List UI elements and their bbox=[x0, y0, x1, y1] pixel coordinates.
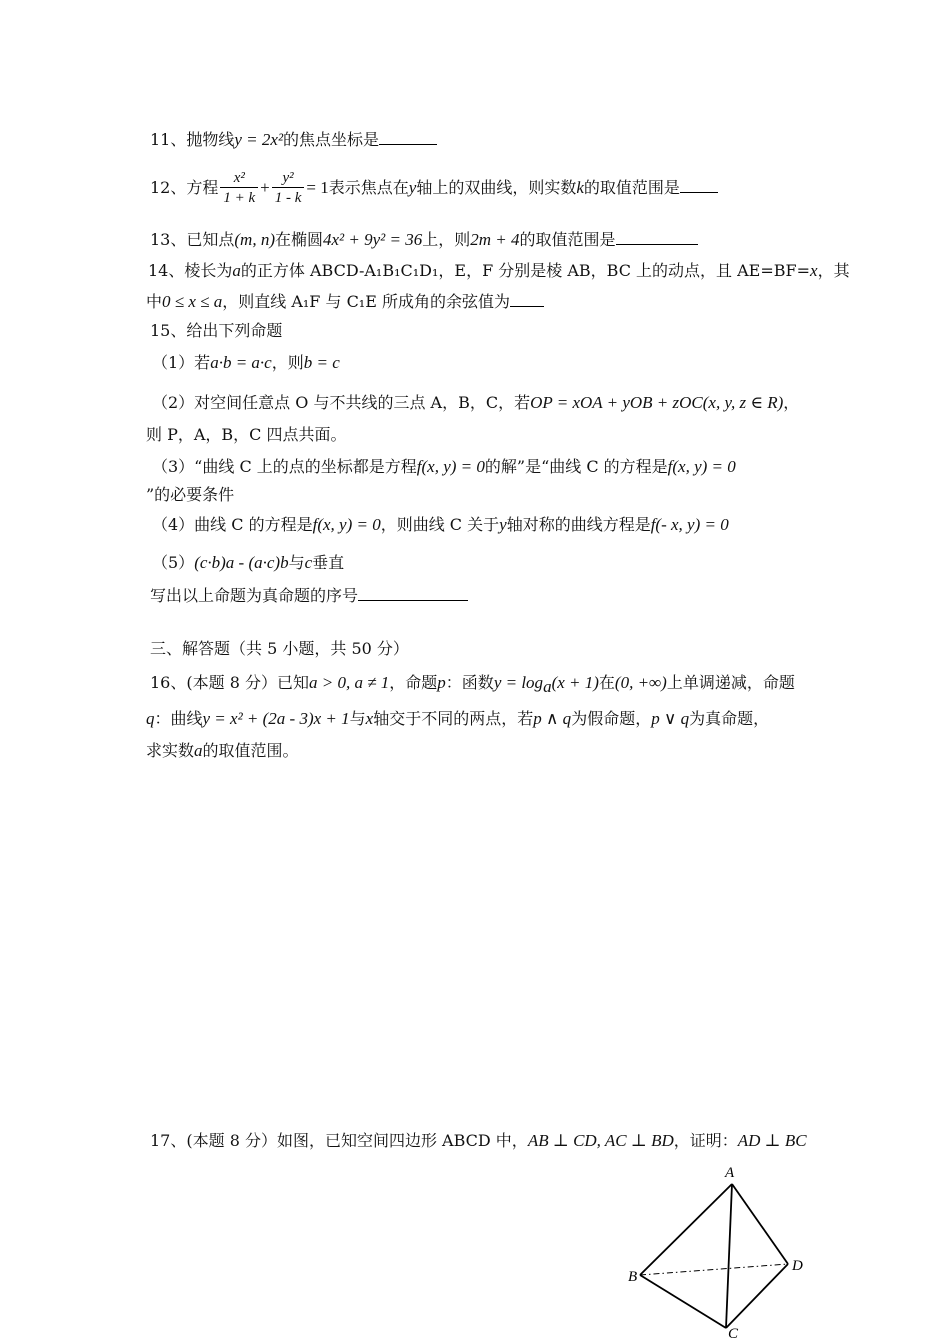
q12-fraction-1: $\frac{\text{x²}}{1 + k}$ bbox=[220, 169, 258, 208]
question-15-title: 15、给出下列命题 bbox=[150, 321, 283, 340]
edge-AD bbox=[732, 1184, 788, 1264]
edge-CD bbox=[726, 1264, 788, 1328]
question-11 bbox=[150, 128, 437, 151]
question-16-line-3: 求实数a的取值范围。 bbox=[146, 741, 299, 760]
vertex-label-A: A bbox=[725, 1165, 735, 1181]
edge-AB bbox=[640, 1184, 732, 1275]
q15-proposition-5: （5）(c·b)a - (a·c)b与c垂直 bbox=[152, 553, 345, 572]
vertex-label-B: B bbox=[628, 1269, 638, 1285]
q15-proposition-2: （2）对空间任意点 O 与不共线的三点 A，B，C，若OP = xOA + yOB + zOC(x, y, z ∈ R)， bbox=[152, 393, 800, 412]
tetrahedron-diagram bbox=[622, 1158, 822, 1340]
question-17: 17、(本题 8 分）如图，已知空间四边形 ABCD 中，AB ⊥ CD, AC ⊥ BD，证明：AD ⊥ BC bbox=[150, 1131, 807, 1150]
q15-proposition-3-line-2: ”的必要条件 bbox=[146, 485, 235, 504]
q15-proposition-4: （4）曲线 C 的方程是f(x, y) = 0，则曲线 C 关于y轴对称的曲线方程是f(- x, y) = 0 bbox=[152, 515, 729, 534]
vertex-label-D: D bbox=[792, 1258, 803, 1274]
q11-label: 11、抛物线 bbox=[150, 130, 235, 149]
q13-answer-blank[interactable] bbox=[616, 228, 698, 245]
q11-text: 的焦点坐标是 bbox=[283, 130, 380, 149]
q12-fraction-2: $\frac{\text{y²}}{1 - k}$ bbox=[272, 169, 305, 208]
q12-answer-blank[interactable] bbox=[680, 176, 718, 193]
q14-answer-blank[interactable] bbox=[510, 290, 544, 307]
q15-answer-blank[interactable] bbox=[358, 584, 468, 601]
q15-proposition-3: （3）“曲线 C 上的点的坐标都是方程f(x, y) = 0的解”是“曲线 C 的方程是f(x, y) = 0 bbox=[152, 457, 736, 476]
q11-answer-blank[interactable] bbox=[379, 128, 437, 145]
q11-formula: y = 2x² bbox=[234, 130, 284, 149]
question-14-line-2: 中0 ≤ x ≤ a，则直线 A₁F 与 C₁E 所成角的余弦值为 bbox=[146, 290, 544, 313]
question-14-line-1: 14、棱长为a的正方体 ABCD-A₁B₁C₁D₁，E，F 分别是棱 AB，BC 上的动点，且 AE=BF=x，其 bbox=[148, 261, 850, 280]
q15-proposition-2-line-2: 则 P，A，B，C 四点共面。 bbox=[146, 425, 347, 444]
section-3-title: 三、解答题（共 5 小题，共 50 分） bbox=[150, 639, 409, 658]
vertex-label-C: C bbox=[728, 1326, 739, 1340]
edge-BC bbox=[640, 1275, 726, 1328]
question-16-line-2: q：曲线y = x² + (2a - 3)x + 1与x轴交于不同的两点，若p ∧ q为假命题，p ∨ q为真命题， bbox=[146, 709, 770, 728]
edge-AC bbox=[726, 1184, 732, 1328]
question-13: 13、已知点(m, n)在椭圆4x² + 9y² = 36上，则2m + 4的取值范围是 bbox=[150, 228, 698, 251]
q15-proposition-1: （1）若a·b = a·c，则b = c bbox=[152, 353, 340, 372]
q12-label: 12、方程 bbox=[150, 178, 219, 197]
question-16-line-1: 16、(本题 8 分）已知a > 0, a ≠ 1，命题p：函数$y = \log_a(x + 1)$在(0, +∞)上单调递减，命题 bbox=[150, 673, 795, 697]
q15-answer-prompt: 写出以上命题为真命题的序号 bbox=[150, 584, 468, 607]
edge-BD-hidden bbox=[640, 1264, 788, 1275]
question-12: 12、方程 $\frac{\text{x²}}{1 + k}$ + $\frac{\text{y²}}{1 - k}$ = 1表示焦点在y轴上的双曲线，则实数k的取值范围是 bbox=[150, 168, 718, 208]
